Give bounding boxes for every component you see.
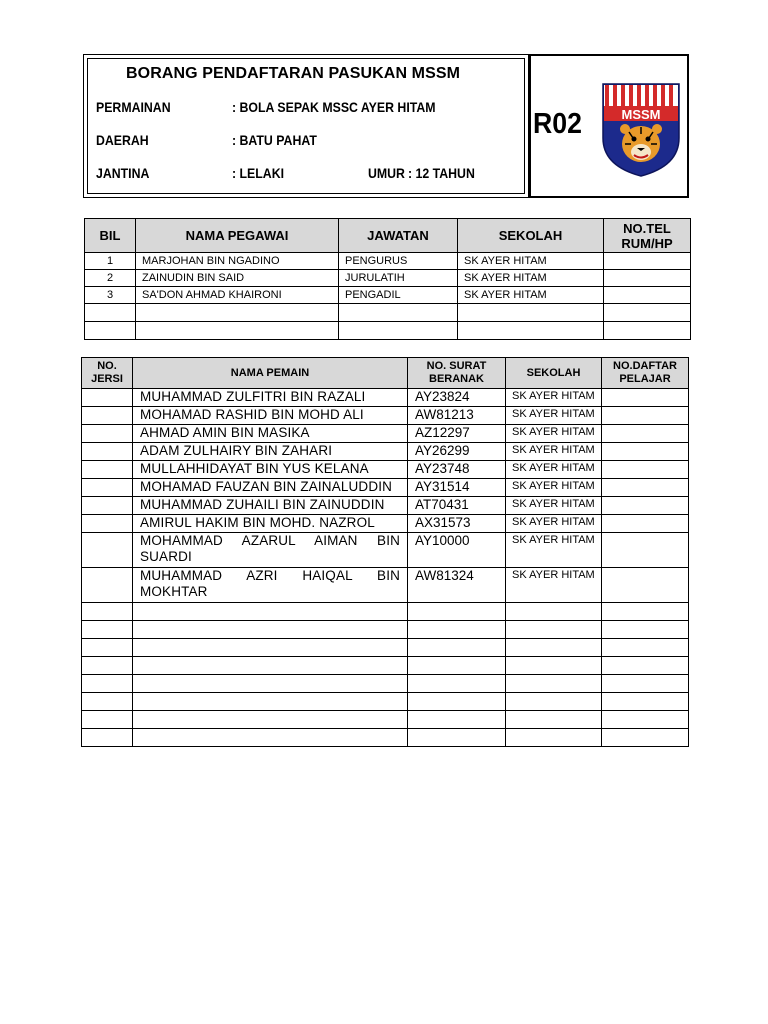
permainan-label: PERMAINAN <box>96 99 171 115</box>
table-row <box>85 253 691 270</box>
player-name: MUHAMMAD AZRI HAIQAL BIN MOKHTAR <box>133 568 408 603</box>
empty-row <box>85 322 691 340</box>
player-jersey <box>82 479 133 497</box>
player-jersey <box>82 497 133 515</box>
player-reg-no <box>602 515 689 533</box>
empty-cell <box>82 693 133 711</box>
table-row <box>85 270 691 287</box>
empty-cell <box>602 711 689 729</box>
player-reg-no <box>602 461 689 479</box>
empty-cell <box>82 711 133 729</box>
player-birth-cert: AZ12297 <box>408 425 506 443</box>
empty-row <box>82 639 689 657</box>
table-row <box>82 515 689 533</box>
table-row <box>82 389 689 407</box>
logo-text: MSSM <box>621 107 661 122</box>
empty-cell <box>408 693 506 711</box>
empty-cell <box>136 322 339 340</box>
table-row <box>82 533 689 568</box>
empty-row <box>82 693 689 711</box>
empty-cell <box>82 729 133 747</box>
player-jersey <box>82 568 133 603</box>
empty-cell <box>458 322 604 340</box>
empty-cell <box>82 657 133 675</box>
empty-cell <box>408 639 506 657</box>
empty-row <box>82 729 689 747</box>
player-school: SK AYER HITAM <box>506 568 602 603</box>
empty-cell <box>506 657 602 675</box>
empty-cell <box>82 639 133 657</box>
player-name: MULLAHHIDAYAT BIN YUS KELANA <box>133 461 408 479</box>
empty-cell <box>602 729 689 747</box>
form-code-box <box>529 54 689 198</box>
player-birth-cert: AY31514 <box>408 479 506 497</box>
form-header <box>83 54 689 198</box>
header-bil: BIL <box>85 219 136 253</box>
empty-cell <box>506 603 602 621</box>
jantina-label: JANTINA <box>96 165 150 181</box>
player-reg-no <box>602 389 689 407</box>
player-birth-cert: AX31573 <box>408 515 506 533</box>
header-no-daftar-pelajar: NO.DAFTAR PELAJAR <box>602 358 689 389</box>
form-info-box <box>83 54 529 198</box>
empty-cell <box>133 693 408 711</box>
official-name: MARJOHAN BIN NGADINO <box>136 253 339 270</box>
table-row <box>82 425 689 443</box>
officials-table <box>84 218 691 340</box>
empty-cell <box>136 304 339 322</box>
official-bil: 2 <box>85 270 136 287</box>
mssm-logo-icon <box>601 82 681 178</box>
player-jersey <box>82 533 133 568</box>
empty-cell <box>458 304 604 322</box>
players-table <box>81 357 689 747</box>
empty-row <box>82 657 689 675</box>
player-school: SK AYER HITAM <box>506 533 602 568</box>
empty-cell <box>133 639 408 657</box>
player-reg-no <box>602 497 689 515</box>
official-phone <box>604 253 691 270</box>
empty-cell <box>506 639 602 657</box>
table-row <box>82 568 689 603</box>
table-row <box>82 479 689 497</box>
empty-cell <box>339 322 458 340</box>
empty-cell <box>82 621 133 639</box>
empty-row <box>82 621 689 639</box>
player-jersey <box>82 407 133 425</box>
empty-cell <box>506 621 602 639</box>
players-header-row <box>82 358 689 389</box>
header-sekolah: SEKOLAH <box>506 358 602 389</box>
empty-cell <box>602 639 689 657</box>
player-school: SK AYER HITAM <box>506 479 602 497</box>
empty-cell <box>604 322 691 340</box>
officials-header-row <box>85 219 691 253</box>
player-jersey <box>82 461 133 479</box>
player-name: AMIRUL HAKIM BIN MOHD. NAZROL <box>133 515 408 533</box>
empty-cell <box>133 675 408 693</box>
player-birth-cert: AT70431 <box>408 497 506 515</box>
official-name: ZAINUDIN BIN SAID <box>136 270 339 287</box>
empty-cell <box>133 657 408 675</box>
daerah-value: : BATU PAHAT <box>232 132 317 148</box>
empty-cell <box>506 693 602 711</box>
player-birth-cert: AW81324 <box>408 568 506 603</box>
player-reg-no <box>602 425 689 443</box>
form-code: R02 <box>533 108 582 140</box>
player-school: SK AYER HITAM <box>506 407 602 425</box>
player-school: SK AYER HITAM <box>506 515 602 533</box>
player-school: SK AYER HITAM <box>506 497 602 515</box>
player-reg-no <box>602 407 689 425</box>
table-row <box>82 497 689 515</box>
table-row <box>82 407 689 425</box>
empty-cell <box>604 304 691 322</box>
official-position: PENGADIL <box>339 287 458 304</box>
official-position: PENGURUS <box>339 253 458 270</box>
official-phone <box>604 270 691 287</box>
player-name: MUHAMMAD ZULFITRI BIN RAZALI <box>133 389 408 407</box>
player-birth-cert: AY26299 <box>408 443 506 461</box>
jantina-value: : LELAKI <box>232 165 285 181</box>
player-birth-cert: AW81213 <box>408 407 506 425</box>
player-name: ADAM ZULHAIRY BIN ZAHARI <box>133 443 408 461</box>
player-name: MOHAMAD RASHID BIN MOHD ALI <box>133 407 408 425</box>
player-school: SK AYER HITAM <box>506 443 602 461</box>
empty-cell <box>602 621 689 639</box>
official-bil: 3 <box>85 287 136 304</box>
player-name: MOHAMAD FAUZAN BIN ZAINALUDDIN <box>133 479 408 497</box>
empty-cell <box>133 621 408 639</box>
empty-cell <box>602 657 689 675</box>
player-birth-cert: AY10000 <box>408 533 506 568</box>
empty-row <box>82 675 689 693</box>
official-phone <box>604 287 691 304</box>
player-reg-no <box>602 443 689 461</box>
header-jawatan: JAWATAN <box>339 219 458 253</box>
player-reg-no <box>602 568 689 603</box>
table-row <box>85 287 691 304</box>
umur-label: UMUR <box>368 165 405 181</box>
header-sekolah: SEKOLAH <box>458 219 604 253</box>
official-name: SA'DON AHMAD KHAIRONI <box>136 287 339 304</box>
empty-cell <box>506 711 602 729</box>
official-school: SK AYER HITAM <box>458 270 604 287</box>
player-jersey <box>82 425 133 443</box>
empty-cell <box>133 603 408 621</box>
empty-cell <box>408 711 506 729</box>
empty-cell <box>602 693 689 711</box>
empty-cell <box>82 603 133 621</box>
header-no-jersi: NO. JERSI <box>82 358 133 389</box>
empty-row <box>82 711 689 729</box>
header-nama-pemain: NAMA PEMAIN <box>133 358 408 389</box>
empty-cell <box>602 675 689 693</box>
daerah-label: DAERAH <box>96 132 149 148</box>
empty-cell <box>85 304 136 322</box>
empty-cell <box>85 322 136 340</box>
player-school: SK AYER HITAM <box>506 425 602 443</box>
empty-cell <box>133 729 408 747</box>
player-reg-no <box>602 533 689 568</box>
table-row <box>82 443 689 461</box>
empty-cell <box>408 621 506 639</box>
player-name: MOHAMMAD AZARUL AIMAN BIN SUARDI <box>133 533 408 568</box>
empty-cell <box>133 711 408 729</box>
empty-cell <box>408 675 506 693</box>
form-title: BORANG PENDAFTARAN PASUKAN MSSM <box>126 65 461 82</box>
player-name: AHMAD AMIN BIN MASIKA <box>133 425 408 443</box>
empty-cell <box>82 675 133 693</box>
header-no-surat-beranak: NO. SURAT BERANAK <box>408 358 506 389</box>
table-row <box>82 461 689 479</box>
player-reg-no <box>602 479 689 497</box>
player-school: SK AYER HITAM <box>506 461 602 479</box>
official-bil: 1 <box>85 253 136 270</box>
player-school: SK AYER HITAM <box>506 389 602 407</box>
header-nama-pegawai: NAMA PEGAWAI <box>136 219 339 253</box>
empty-cell <box>506 675 602 693</box>
umur-value: : 12 TAHUN <box>408 165 475 181</box>
empty-row <box>85 304 691 322</box>
player-jersey <box>82 389 133 407</box>
player-name: MUHAMMAD ZUHAILI BIN ZAINUDDIN <box>133 497 408 515</box>
empty-cell <box>408 657 506 675</box>
header-no-tel: NO.TEL RUM/HP <box>604 219 691 253</box>
empty-row <box>82 603 689 621</box>
player-birth-cert: AY23748 <box>408 461 506 479</box>
official-school: SK AYER HITAM <box>458 253 604 270</box>
official-position: JURULATIH <box>339 270 458 287</box>
player-jersey <box>82 443 133 461</box>
empty-cell <box>408 603 506 621</box>
permainan-value: : BOLA SEPAK MSSC AYER HITAM <box>232 99 436 115</box>
official-school: SK AYER HITAM <box>458 287 604 304</box>
empty-cell <box>602 603 689 621</box>
player-birth-cert: AY23824 <box>408 389 506 407</box>
player-jersey <box>82 515 133 533</box>
empty-cell <box>408 729 506 747</box>
empty-cell <box>339 304 458 322</box>
empty-cell <box>506 729 602 747</box>
